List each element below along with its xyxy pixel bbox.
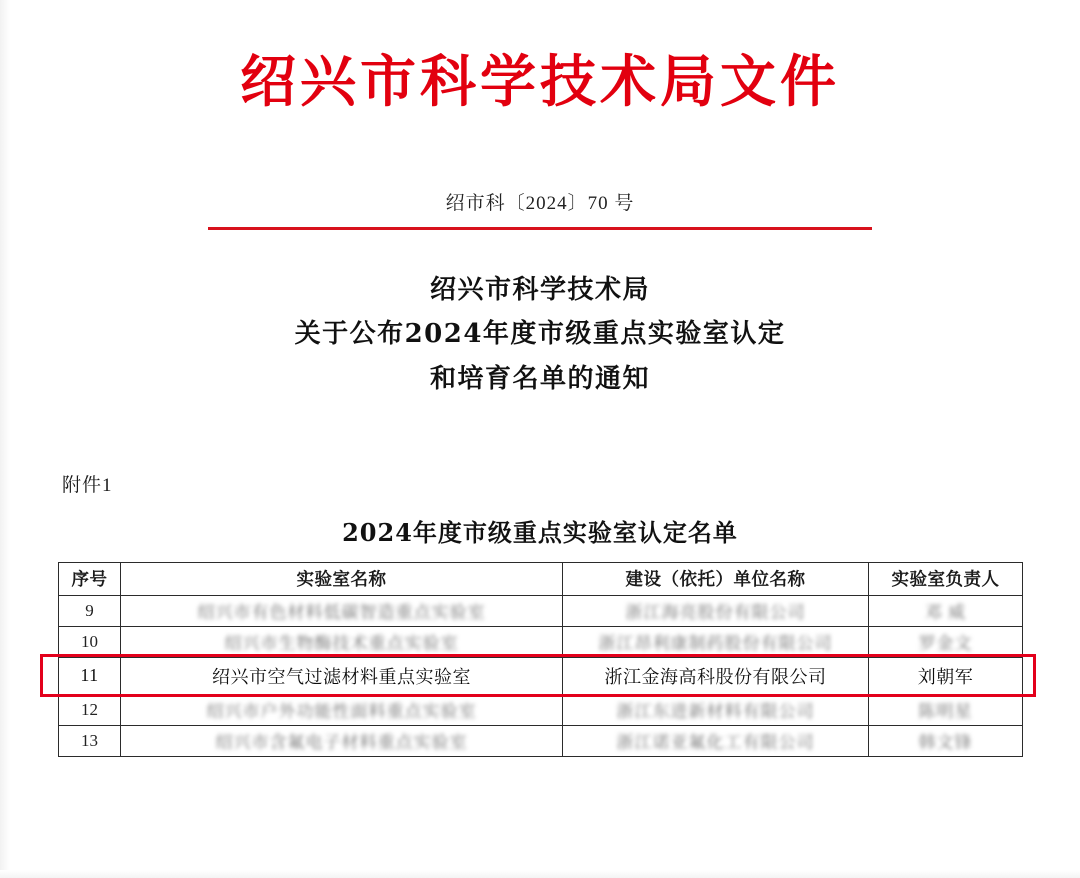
title-line-3: 和培育名单的通知 — [429, 364, 650, 395]
cell-owner: 刘朝军 — [869, 657, 1023, 694]
column-header-owner: 实验室负责人 — [869, 562, 1023, 595]
cell-org-name: 浙江诺亚氟化工有限公司 — [563, 725, 869, 756]
table-row — [59, 595, 1023, 626]
document-title — [0, 268, 1080, 402]
cell-lab-name: 绍兴市含氟电子材料重点实验室 — [121, 725, 563, 756]
cell-org-name: 浙江昂利康制药股份有限公司 — [563, 626, 869, 657]
cell-owner: 邓 威 — [869, 595, 1023, 626]
lab-list-table — [58, 562, 1023, 757]
table-row — [59, 694, 1023, 725]
column-header-lab-name: 实验室名称 — [121, 562, 563, 595]
cell-org-name: 浙江海亮股份有限公司 — [563, 595, 869, 626]
table-body — [59, 595, 1023, 756]
masthead-title: 绍兴市科学技术局文件 — [240, 49, 840, 115]
title-line-1: 绍兴市科学技术局 — [429, 274, 650, 305]
column-header-index: 序号 — [59, 562, 121, 595]
cell-index: 10 — [59, 626, 121, 657]
scan-edge-left — [0, 0, 10, 878]
cell-index: 12 — [59, 694, 121, 725]
table-heading: 2024年度市级重点实验室认定名单 — [342, 517, 738, 547]
cell-index: 11 — [59, 657, 121, 694]
cell-index: 9 — [59, 595, 121, 626]
table-header-row — [59, 562, 1023, 595]
column-header-org-name: 建设（依托）单位名称 — [563, 562, 869, 595]
table-row — [59, 725, 1023, 756]
red-divider-rule — [208, 227, 872, 230]
table-row-highlighted — [59, 657, 1023, 694]
cell-lab-name: 绍兴市有色材料低碳智造重点实验室 — [121, 595, 563, 626]
cell-lab-name: 绍兴市户外功能性面料重点实验室 — [121, 694, 563, 725]
cell-org-name: 浙江金海高科股份有限公司 — [563, 657, 869, 694]
lab-list-table-wrap — [58, 562, 1022, 757]
title-line-2: 关于公布2024年度市级重点实验室认定 — [294, 319, 786, 350]
cell-owner: 罗金文 — [869, 626, 1023, 657]
scan-edge-bottom — [0, 870, 1080, 878]
attachment-label: 附件1 — [62, 474, 113, 496]
cell-lab-name: 绍兴市空气过滤材料重点实验室 — [121, 657, 563, 694]
cell-owner: 韩文锋 — [869, 725, 1023, 756]
cell-lab-name: 绍兴市生物酶技术重点实验室 — [121, 626, 563, 657]
cell-org-name: 浙江东进新材料有限公司 — [563, 694, 869, 725]
cell-owner: 陈明星 — [869, 694, 1023, 725]
table-row — [59, 626, 1023, 657]
cell-index: 13 — [59, 725, 121, 756]
document-number: 绍市科〔2024〕70 号 — [445, 192, 635, 214]
document-number-block — [0, 188, 1080, 230]
masthead — [0, 0, 1080, 114]
